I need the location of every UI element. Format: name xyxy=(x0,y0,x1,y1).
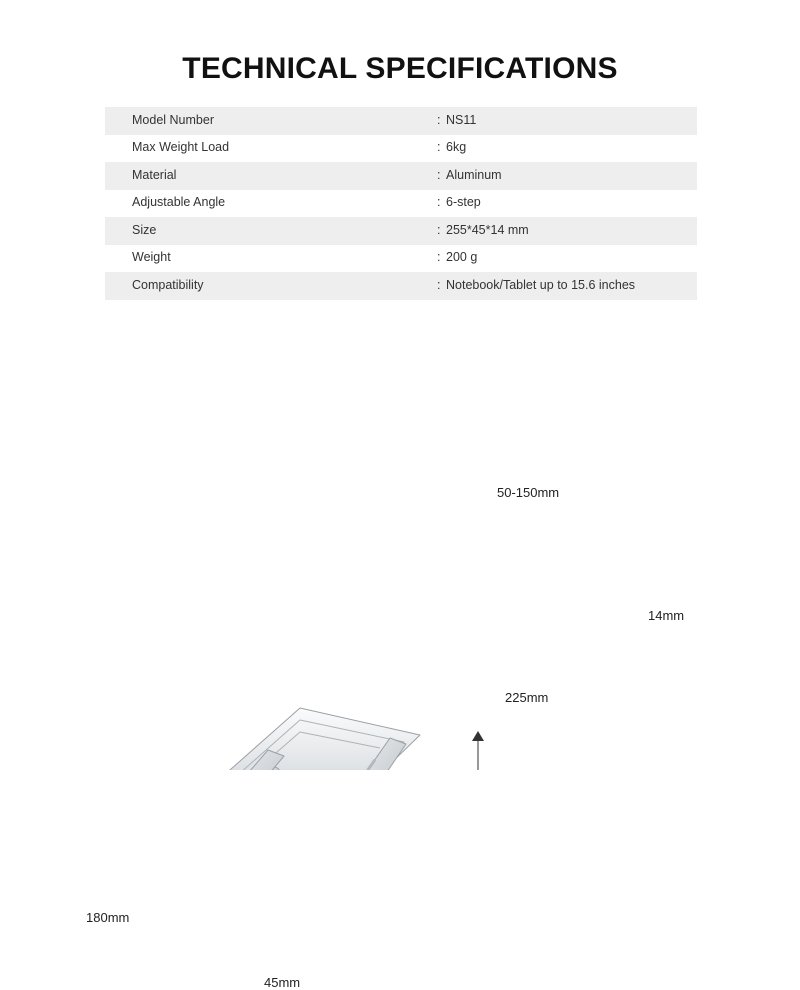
colon-separator: : xyxy=(437,277,441,292)
spec-value-text: 6kg xyxy=(446,140,467,155)
spec-label: Max Weight Load xyxy=(132,140,230,155)
spec-value-text: 200 g xyxy=(446,250,478,265)
colon-separator: : xyxy=(437,167,441,182)
table-row xyxy=(105,272,697,300)
spec-label: Material xyxy=(132,167,177,182)
spec-value xyxy=(437,272,697,300)
dimension-label-width-folded: 45mm xyxy=(264,975,301,990)
spec-value-text: NS11 xyxy=(446,112,477,127)
spec-label: Model Number xyxy=(132,112,214,127)
spec-value xyxy=(437,217,697,245)
colon-separator: : xyxy=(437,222,441,237)
spec-label: Weight xyxy=(132,250,171,265)
page-title: TECHNICAL SPECIFICATIONS xyxy=(182,52,618,85)
spec-value-text: Aluminum xyxy=(446,167,502,182)
table-row xyxy=(105,217,697,245)
spec-value xyxy=(437,190,697,218)
dimension-label-depth: 180mm xyxy=(86,910,130,925)
spec-value xyxy=(437,107,697,135)
colon-separator: : xyxy=(437,140,441,155)
table-row xyxy=(105,107,697,135)
spec-label: Compatibility xyxy=(132,277,204,292)
dimension-label-thickness: 14mm xyxy=(648,608,685,623)
product-illustration xyxy=(0,330,800,990)
table-row xyxy=(105,190,697,218)
spec-value xyxy=(437,135,697,163)
dimension-label-height: 50-150mm xyxy=(497,485,560,500)
table-row xyxy=(105,245,697,273)
dimension-label-length: 225mm xyxy=(505,690,549,705)
spec-value xyxy=(437,162,697,190)
table-row xyxy=(105,135,697,163)
colon-separator: : xyxy=(437,250,441,265)
specifications-table xyxy=(105,107,697,300)
spec-label: Adjustable Angle xyxy=(132,195,226,210)
spec-value-text: 255*45*14 mm xyxy=(446,222,529,237)
spec-value xyxy=(437,245,697,273)
spec-value-text: 6-step xyxy=(446,195,481,210)
spec-label: Size xyxy=(132,222,157,237)
stand-open-view xyxy=(116,708,476,770)
table-row xyxy=(105,162,697,190)
colon-separator: : xyxy=(437,195,441,210)
stand-diagram-svg xyxy=(0,330,800,770)
colon-separator: : xyxy=(437,112,441,127)
spec-value-text: Notebook/Tablet up to 15.6 inches xyxy=(446,277,636,292)
